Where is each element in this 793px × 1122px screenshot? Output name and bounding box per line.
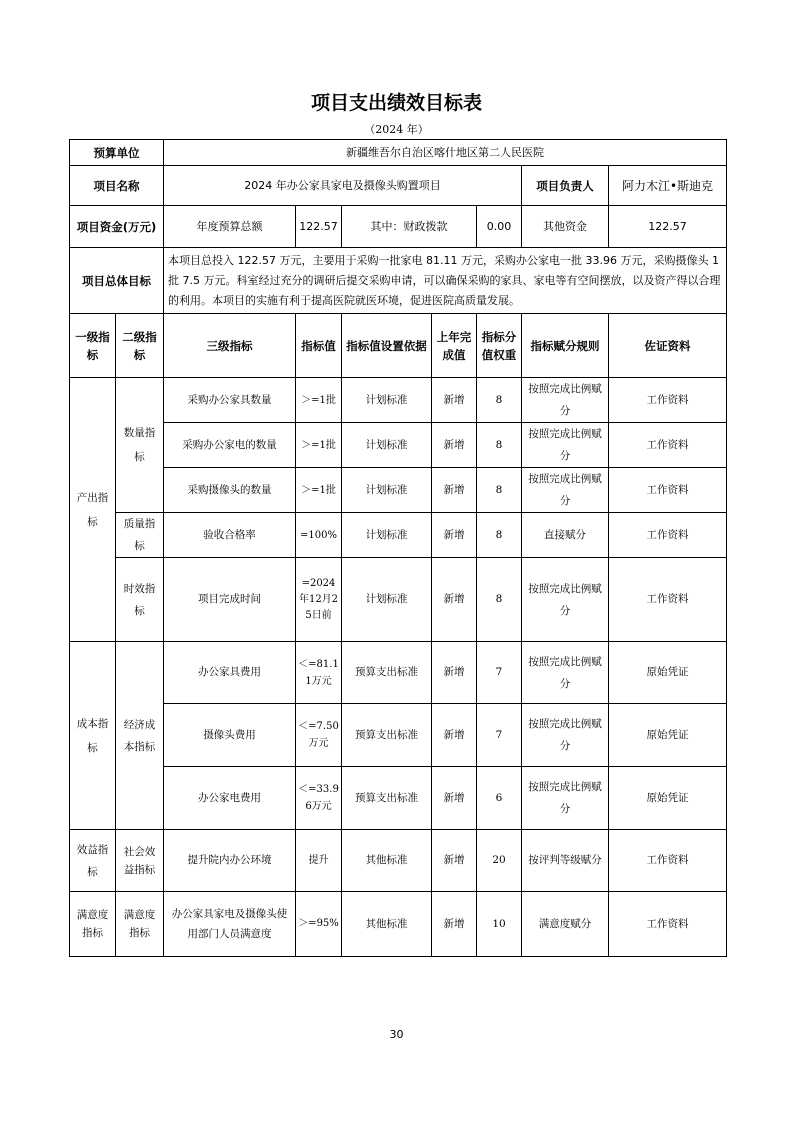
project-name-value: 2024 年办公家具家电及摄像头购置项目 [164,166,522,206]
annual-budget-value: 122.57 [296,206,342,248]
row-evidence: 原始凭证 [609,767,727,830]
row-name: 办公家具费用 [164,642,296,704]
row-basis: 预算支出标准 [342,704,432,767]
row-last: 新增 [432,558,477,642]
row-last: 新增 [432,423,477,468]
header-basis: 指标值设置依据 [342,314,432,378]
row-basis: 计划标准 [342,513,432,558]
row-weight: 7 [477,642,522,704]
header-rule: 指标赋分规则 [522,314,609,378]
other-value: 122.57 [609,206,727,248]
header-evidence: 佐证资料 [609,314,727,378]
header-level1: 一级指标 [70,314,116,378]
row-evidence: 工作资料 [609,423,727,468]
row-weight: 6 [477,767,522,830]
row-last: 新增 [432,642,477,704]
row-last: 新增 [432,892,477,957]
row-basis: 计划标准 [342,378,432,423]
row-weight: 7 [477,704,522,767]
row-value: 提升 [296,830,342,892]
row-last: 新增 [432,468,477,513]
project-name-label: 项目名称 [70,166,164,206]
row-rule: 按照完成比例赋分 [522,423,609,468]
manager-label: 项目负责人 [522,166,609,206]
row-rule: 按照完成比例赋分 [522,704,609,767]
row-evidence: 原始凭证 [609,642,727,704]
row-rule: 按照完成比例赋分 [522,767,609,830]
row-name: 项目完成时间 [164,558,296,642]
row-basis: 其他标准 [342,892,432,957]
row-rule: 按评判等级赋分 [522,830,609,892]
goal-text: 本项目总投入 122.57 万元，主要用于采购一批家电 81.11 万元，采购办公家电一批 33.96 万元，采购摄像头 1 批 7.5 万元。科室经过充分的调研后提交采购申请，可以确保采购的家具、家电等有空间摆放，以及资产得以合理的利用。本项目的实施有利于提高医院就医环境，促进医院高质量发展。 [164,248,727,314]
header-level2: 二级指标 [116,314,164,378]
group-benefit: 效益指标 [70,830,116,892]
year-label: （2024 年） [364,123,429,136]
row-value: ＜=81.11万元 [296,642,342,704]
row-basis: 计划标准 [342,423,432,468]
row-value: ＞=95% [296,892,342,957]
row-value: ＞=1批 [296,378,342,423]
row-name: 摄像头费用 [164,704,296,767]
manager-value: 阿力木江•斯迪克 [609,166,727,206]
row-last: 新增 [432,830,477,892]
subgroup-economic: 经济成本指标 [116,642,164,830]
row-weight: 8 [477,378,522,423]
row-weight: 10 [477,892,522,957]
subgroup-quantity: 数量指标 [116,378,164,513]
row-name: 采购摄像头的数量 [164,468,296,513]
subgroup-social: 社会效益指标 [116,830,164,892]
header-value: 指标值 [296,314,342,378]
row-last: 新增 [432,704,477,767]
row-name: 提升院内办公环境 [164,830,296,892]
row-rule: 按照完成比例赋分 [522,378,609,423]
fiscal-value: 0.00 [477,206,522,248]
row-evidence: 工作资料 [609,513,727,558]
row-evidence: 工作资料 [609,830,727,892]
funds-label: 项目资金(万元) [70,206,164,248]
row-name: 采购办公家电的数量 [164,423,296,468]
row-weight: 8 [477,558,522,642]
header-level3: 三级指标 [164,314,296,378]
unit-value: 新疆维吾尔自治区喀什地区第二人民医院 [164,140,727,166]
unit-label: 预算单位 [70,140,164,166]
row-value: =2024年12月25日前 [296,558,342,642]
row-evidence: 工作资料 [609,468,727,513]
row-rule: 按照完成比例赋分 [522,558,609,642]
row-value: =100% [296,513,342,558]
row-last: 新增 [432,767,477,830]
row-weight: 8 [477,468,522,513]
goal-label: 项目总体目标 [70,248,164,314]
subgroup-quality: 质量指标 [116,513,164,558]
row-name: 采购办公家具数量 [164,378,296,423]
page-title: 项目支出绩效目标表 [310,92,482,114]
row-evidence: 工作资料 [609,558,727,642]
row-evidence: 工作资料 [609,378,727,423]
row-rule: 直接赋分 [522,513,609,558]
row-rule: 按照完成比例赋分 [522,642,609,704]
row-basis: 计划标准 [342,468,432,513]
row-weight: 20 [477,830,522,892]
header-last-year: 上年完成值 [432,314,477,378]
subgroup-timeliness: 时效指标 [116,558,164,642]
group-output: 产出指标 [70,378,116,642]
row-basis: 预算支出标准 [342,642,432,704]
row-weight: 8 [477,423,522,468]
row-name: 验收合格率 [164,513,296,558]
row-rule: 满意度赋分 [522,892,609,957]
row-value: ＞=1批 [296,423,342,468]
other-label: 其他资金 [522,206,609,248]
row-last: 新增 [432,378,477,423]
row-name: 办公家具家电及摄像头使用部门人员满意度 [164,892,296,957]
row-rule: 按照完成比例赋分 [522,468,609,513]
group-satisfaction: 满意度指标 [70,892,116,957]
performance-table [69,139,727,957]
row-basis: 其他标准 [342,830,432,892]
row-value: ＜=33.96万元 [296,767,342,830]
row-evidence: 原始凭证 [609,704,727,767]
subgroup-satisfaction: 满意度指标 [116,892,164,957]
header-weight: 指标分值权重 [477,314,522,378]
row-name: 办公家电费用 [164,767,296,830]
group-cost: 成本指标 [70,642,116,830]
annual-budget-label: 年度预算总额 [164,206,296,248]
row-basis: 预算支出标准 [342,767,432,830]
row-weight: 8 [477,513,522,558]
row-value: ＞=1批 [296,468,342,513]
row-last: 新增 [432,513,477,558]
fiscal-label: 其中：财政拨款 [342,206,477,248]
row-basis: 计划标准 [342,558,432,642]
row-evidence: 工作资料 [609,892,727,957]
page-number: 30 [389,1028,404,1041]
row-value: ＜=7.50万元 [296,704,342,767]
